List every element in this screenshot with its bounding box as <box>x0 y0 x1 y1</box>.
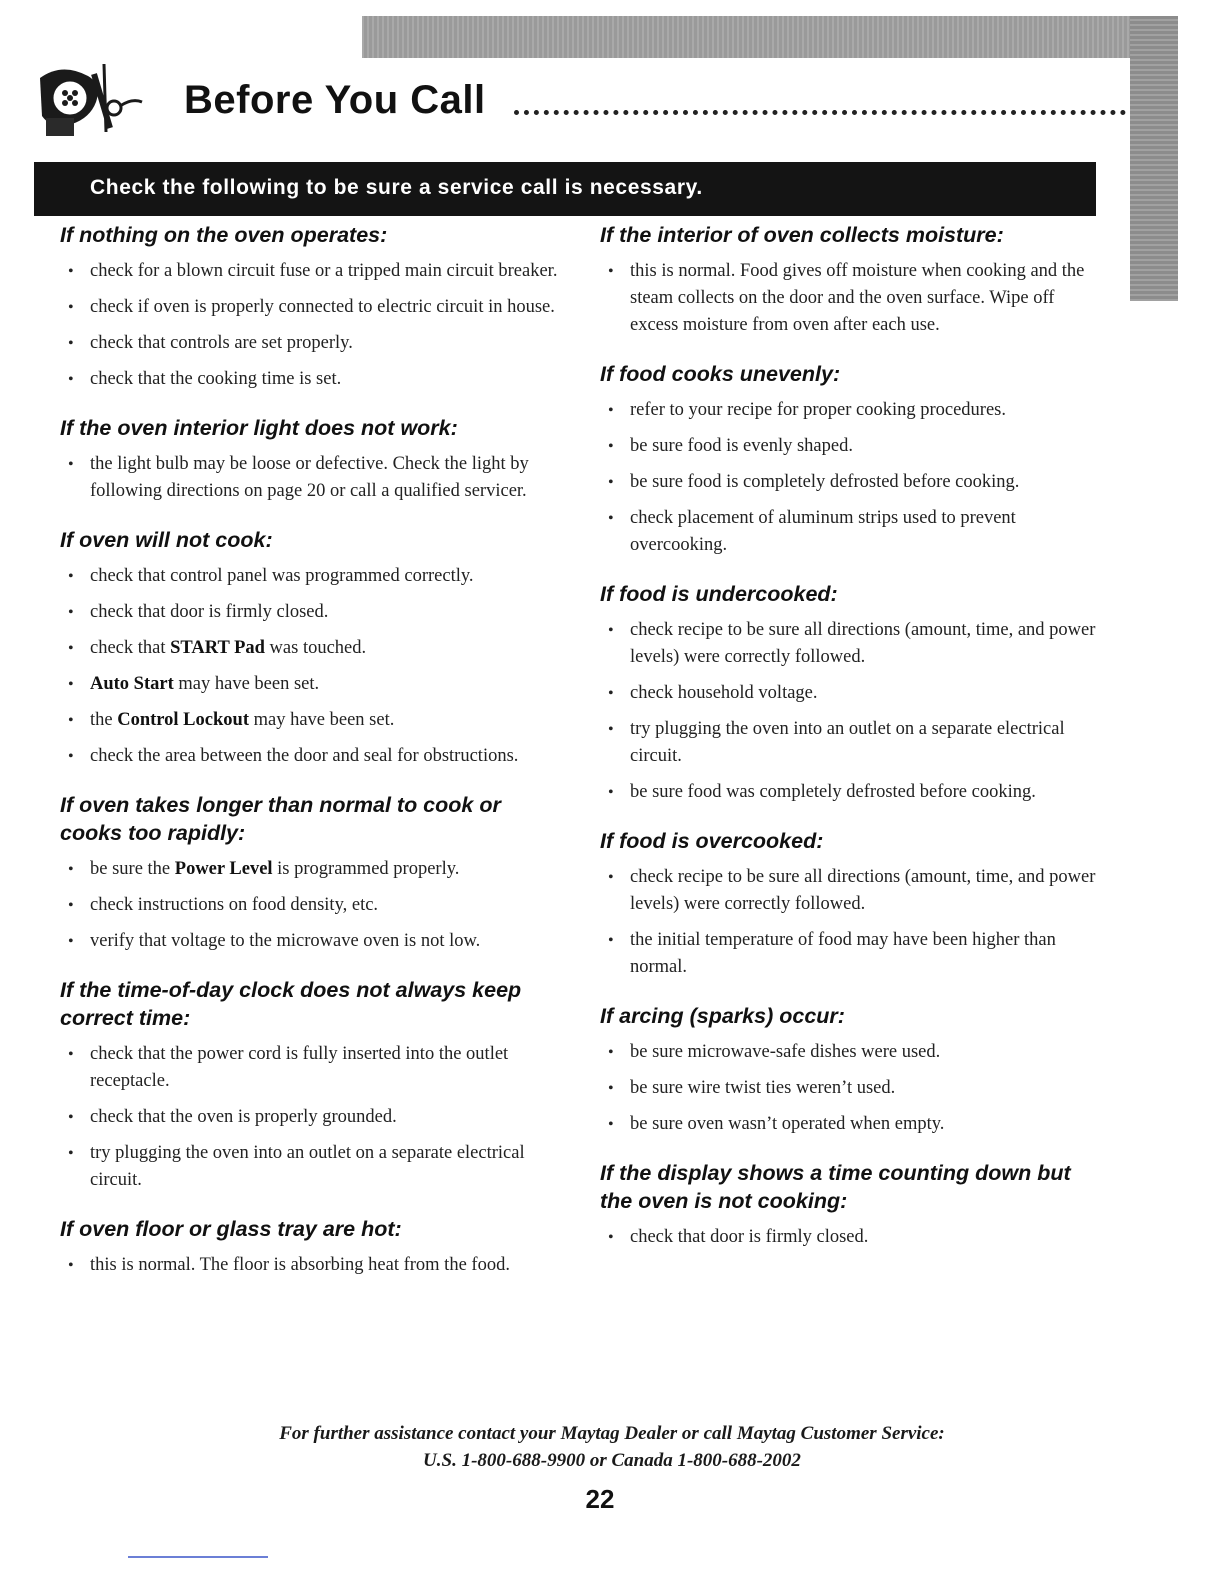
item-text: be sure the <box>90 858 175 879</box>
section-heading: If food is undercooked: <box>600 581 838 606</box>
check-list <box>600 617 1100 806</box>
page-title: Before You Call <box>184 78 486 122</box>
troubleshooting-section <box>60 222 560 393</box>
list-item <box>60 671 560 698</box>
item-text: is programmed properly. <box>272 858 460 879</box>
left-column <box>60 222 560 1301</box>
item-text: was touched. <box>264 637 367 658</box>
list-item: • be sure food was completely defrosted before cooking. <box>600 779 1100 806</box>
check-list <box>600 1039 1100 1138</box>
troubleshooting-section <box>600 581 1100 806</box>
troubleshooting-section <box>600 1160 1100 1251</box>
list-item: • check recipe to be sure all directions (amount, time, and power levels) were correctly followed. <box>600 617 1100 671</box>
list-item: • check that door is firmly closed. <box>60 599 560 626</box>
list-item: • check that controls are set properly. <box>60 330 560 357</box>
list-item: • be sure wire twist ties weren’t used. <box>600 1075 1100 1102</box>
troubleshooting-section <box>60 977 560 1194</box>
troubleshooting-section <box>600 1003 1100 1138</box>
item-text: check that <box>90 637 171 658</box>
list-item: • check placement of aluminum strips used to prevent overcooking. <box>600 505 1100 559</box>
section-heading: If oven floor or glass tray are hot: <box>60 1216 402 1241</box>
item-emphasis: Power Level <box>174 858 273 879</box>
list-item: • this is normal. The floor is absorbing heat from the food. <box>60 1252 560 1279</box>
section-heading: If arcing (sparks) occur: <box>600 1003 845 1028</box>
list-item: • try plugging the oven into an outlet on a separate electrical circuit. <box>60 1140 560 1194</box>
troubleshooting-section <box>600 828 1100 981</box>
banner-instruction: Check the following to be sure a service call is necessary. <box>34 162 1096 216</box>
list-item <box>60 635 560 662</box>
section-heading: If the oven interior light does not work: <box>60 415 458 440</box>
list-item: • check that the power cord is fully inserted into the outlet receptacle. <box>60 1041 560 1095</box>
section-heading: If oven will not cook: <box>60 527 273 552</box>
list-item: • check that the oven is properly grounded. <box>60 1104 560 1131</box>
troubleshooting-section <box>60 527 560 770</box>
section-heading: If nothing on the oven operates: <box>60 223 388 247</box>
item-emphasis: Control Lockout <box>117 709 249 730</box>
check-list <box>60 856 560 955</box>
list-item: • check that the cooking time is set. <box>60 366 560 393</box>
list-item: • check instructions on food density, etc. <box>60 892 560 919</box>
troubleshooting-section <box>60 792 560 955</box>
item-emphasis: START Pad <box>170 637 265 658</box>
magnifying-glass-icon <box>32 58 162 142</box>
item-text: may have been set. <box>248 709 395 730</box>
check-list <box>60 258 560 393</box>
list-item: • be sure microwave-safe dishes were used. <box>600 1039 1100 1066</box>
check-list <box>60 1252 560 1279</box>
item-text: the <box>90 709 118 730</box>
check-list <box>600 1224 1100 1251</box>
list-item: • be sure oven wasn’t operated when empty. <box>600 1111 1100 1138</box>
list-item: • verify that voltage to the microwave oven is not low. <box>60 928 560 955</box>
list-item: • refer to your recipe for proper cooking procedures. <box>600 397 1100 424</box>
section-heading: If food is overcooked: <box>600 828 824 853</box>
footer-line-assistance: For further assistance contact your Maytag Dealer or call Maytag Customer Service: <box>279 1423 945 1444</box>
item-emphasis: Auto Start <box>90 673 174 694</box>
troubleshooting-section <box>60 415 560 505</box>
section-heading: If the time-of-day clock does not always keep correct time: <box>60 977 522 1030</box>
list-item: • the light bulb may be loose or defective. Check the light by following directions on page 20 or call a qualified servicer. <box>60 451 560 505</box>
section-heading: If the interior of oven collects moisture: <box>600 223 1004 247</box>
troubleshooting-section <box>600 361 1100 559</box>
footer-line-phone: U.S. 1-800-688-9900 or Canada 1-800-688-2002 <box>423 1450 801 1471</box>
list-item: • check if oven is properly connected to electric circuit in house. <box>60 294 560 321</box>
troubleshooting-section <box>60 1216 560 1279</box>
list-item: • try plugging the oven into an outlet on a separate electrical circuit. <box>600 716 1100 770</box>
list-item <box>60 856 560 883</box>
check-list <box>60 1041 560 1194</box>
list-item: • check the area between the door and seal for obstructions. <box>60 743 560 770</box>
title-dot-leader <box>514 102 1126 115</box>
check-list <box>60 563 560 770</box>
section-heading: If food cooks unevenly: <box>600 361 841 386</box>
list-item: • be sure food is evenly shaped. <box>600 433 1100 460</box>
section-heading: If the display shows a time counting down but the oven is not cooking: <box>600 1160 1071 1213</box>
list-item: • be sure food is completely defrosted before cooking. <box>600 469 1100 496</box>
bottom-rule <box>128 1556 268 1558</box>
list-item: • check household voltage. <box>600 680 1100 707</box>
list-item <box>60 707 560 734</box>
list-item: • check for a blown circuit fuse or a tripped main circuit breaker. <box>60 258 560 285</box>
right-column <box>600 222 1100 1273</box>
decorative-side-tab <box>1130 16 1178 301</box>
troubleshooting-section <box>600 222 1100 339</box>
list-item: • check that door is firmly closed. <box>600 1224 1100 1251</box>
check-list <box>600 864 1100 981</box>
item-text: may have been set. <box>173 673 320 694</box>
page-number: 22 <box>585 1484 615 1514</box>
check-list <box>600 258 1100 339</box>
list-item: • check recipe to be sure all directions (amount, time, and power levels) were correctly followed. <box>600 864 1100 918</box>
check-list <box>60 451 560 505</box>
title-row <box>28 58 1108 148</box>
section-heading: If oven takes longer than normal to cook or cooks too rapidly: <box>60 792 501 845</box>
list-item: • the initial temperature of food may have been higher than normal. <box>600 927 1100 981</box>
list-item: • this is normal. Food gives off moisture when cooking and the steam collects on the door and the oven surface. Wipe off excess moisture from oven after each use. <box>600 258 1100 339</box>
list-item: • check that control panel was programmed correctly. <box>60 563 560 590</box>
footer-contact <box>0 1420 1224 1474</box>
check-list <box>600 397 1100 559</box>
